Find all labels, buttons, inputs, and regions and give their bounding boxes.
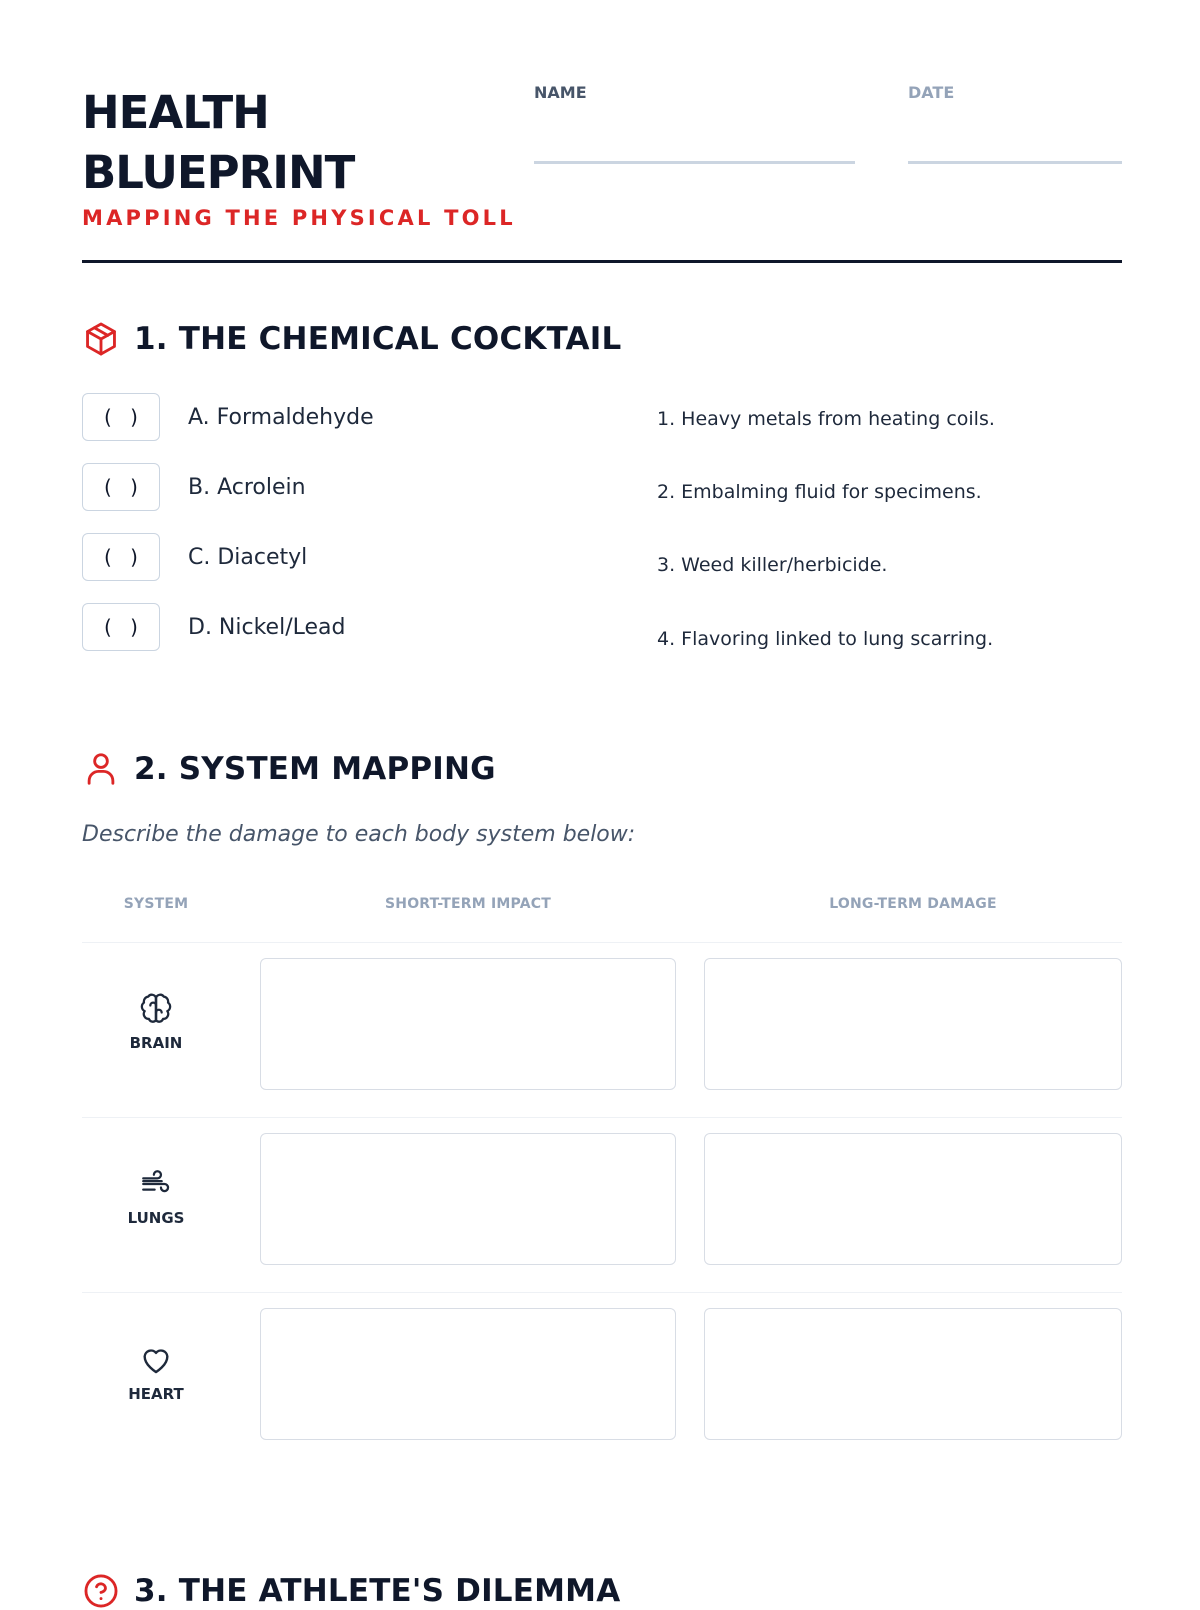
date-field[interactable] [908,161,1122,164]
person-icon [82,750,120,788]
wind-icon [139,1167,173,1201]
match-row [82,463,306,511]
section-2-heading [82,750,496,788]
system-lungs [82,1167,230,1227]
definition-2: 2. Embalming fluid for specimens. [657,481,982,503]
definition-4: 4. Flavoring linked to lung scarring. [657,628,994,650]
term-d: D. Nickel/Lead [188,614,346,640]
column-header-system: SYSTEM [123,896,189,912]
section-3-heading [82,1572,620,1610]
term-c: C. Diacetyl [188,544,308,570]
section-2-title: 2. SYSTEM MAPPING [134,751,496,787]
system-label-lungs: LUNGS [127,1209,185,1227]
page-title-line-1: HEALTH [82,86,269,139]
section-2-instructions: Describe the damage to each body system below: [82,822,636,847]
heart-long-term-input[interactable] [704,1308,1122,1440]
section-3-title: 3. THE ATHLETE'S DILEMMA [134,1573,621,1609]
system-label-brain: BRAIN [129,1034,183,1052]
heart-icon [139,1343,173,1377]
system-brain [82,992,230,1052]
row-divider [82,942,1122,943]
definition-3: 3. Weed killer/herbicide. [657,554,888,576]
box-icon [82,320,120,358]
heart-short-term-input[interactable] [260,1308,676,1440]
system-heart [82,1343,230,1403]
row-divider [82,1117,1122,1118]
term-b: B. Acrolein [188,474,306,500]
definition-1: 1. Heavy metals from heating coils. [657,408,995,430]
date-label: DATE [908,83,955,102]
brain-icon [139,992,173,1026]
match-row [82,603,345,651]
row-divider [82,1292,1122,1293]
match-row [82,533,307,581]
match-row [82,393,374,441]
page-subtitle: MAPPING THE PHYSICAL TOLL [82,206,516,230]
column-header-short-term: SHORT-TERM IMPACT [385,896,551,912]
section-1-title: 1. THE CHEMICAL COCKTAIL [134,321,622,357]
page-title-line-2: BLUEPRINT [82,146,355,199]
brain-short-term-input[interactable] [260,958,676,1090]
answer-bracket-c[interactable]: ( ) [82,533,160,581]
answer-bracket-a[interactable]: ( ) [82,393,160,441]
name-field[interactable] [534,161,855,164]
lungs-long-term-input[interactable] [704,1133,1122,1265]
column-header-long-term: LONG-TERM DAMAGE [829,896,997,912]
answer-bracket-b[interactable]: ( ) [82,463,160,511]
system-label-heart: HEART [128,1385,184,1403]
answer-bracket-d[interactable]: ( ) [82,603,160,651]
lungs-short-term-input[interactable] [260,1133,676,1265]
section-1-heading [82,320,621,358]
header-divider [82,260,1122,263]
term-a: A. Formaldehyde [188,404,374,430]
name-label: NAME [534,83,587,102]
brain-long-term-input[interactable] [704,958,1122,1090]
question-circle-icon [82,1572,120,1610]
